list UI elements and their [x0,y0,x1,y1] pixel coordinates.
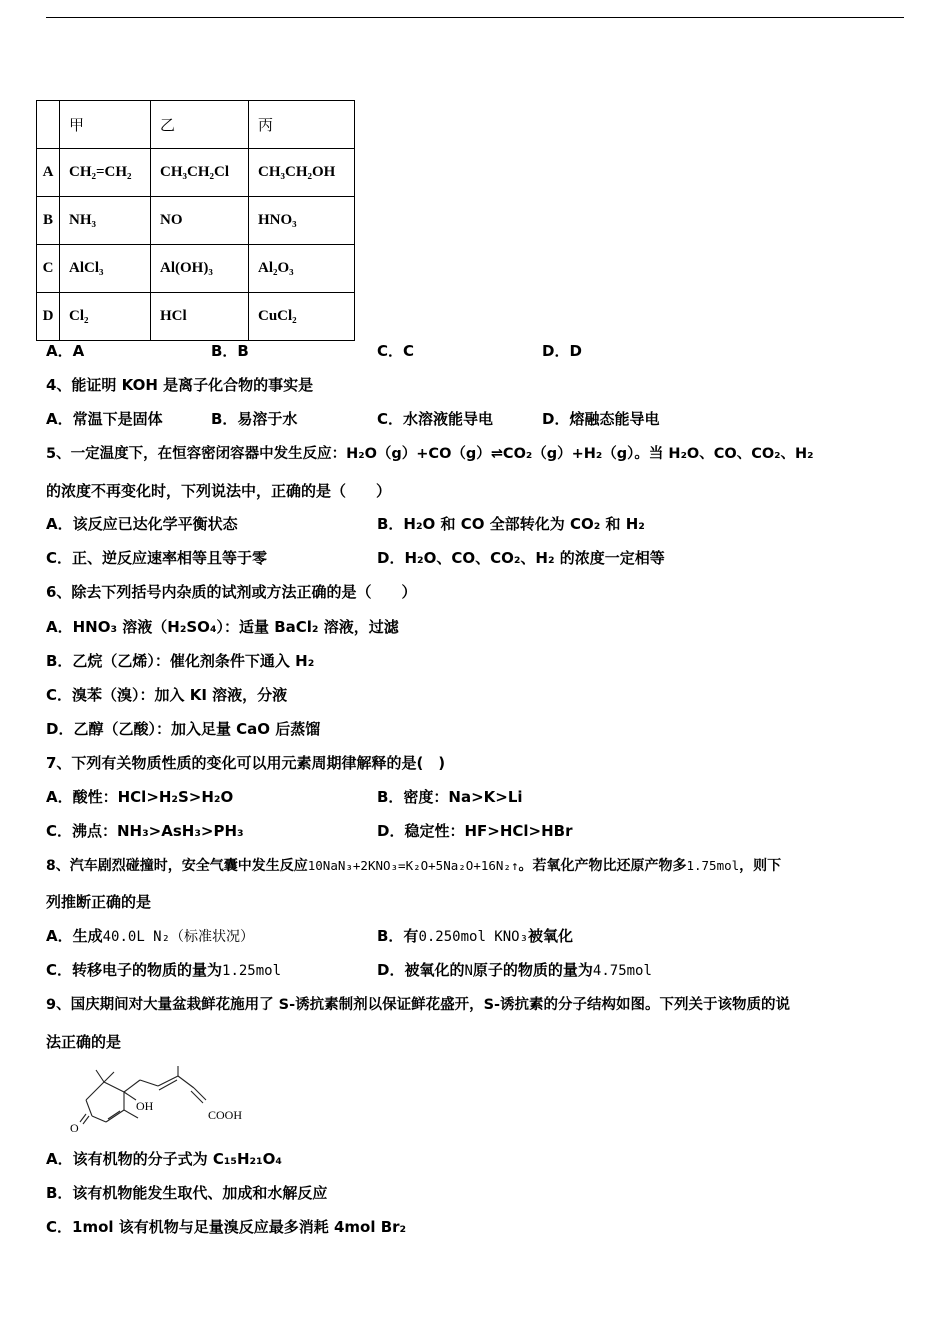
q9-option-a: A．该有机物的分子式为 C₁₅H₂₁O₄ [46,1150,282,1168]
q9-stem-line2: 法正确的是 [46,1033,122,1051]
q8-option-d-text: D．被氧化的 [377,961,465,979]
table-header-cell: 丙 [249,101,355,149]
ketone-oxygen-label: O [70,1121,79,1135]
q8-stem-line2: 列推断正确的是 [46,893,152,911]
q5-option-c: C．正、逆反应速率相等且等于零 [46,549,268,567]
table-row [37,197,355,245]
molecule-structure [66,1064,266,1136]
q6-option-a: A．HNO₃ 溶液（H₂SO₄）：适量 BaCl₂ 溶液，过滤 [46,618,399,636]
table-row [37,293,355,341]
table-cell: CH₃CH₂Cl [151,149,249,197]
q8-option-b-text: B．有 [377,927,419,945]
q8-option-c-value: 1.25mol [222,963,282,979]
q9-option-c: C．1mol 该有机物与足量溴反应最多消耗 4mol Br₂ [46,1218,407,1236]
table-header-cell: 乙 [151,101,249,149]
table-cell: NH₃ [60,197,151,245]
q4-option-c: C．水溶液能导电 [377,410,494,428]
table-cell: Cl₂ [60,293,151,341]
q6-stem: 6、除去下列括号内杂质的试剂或方法正确的是（ ） [46,583,417,601]
q9-stem-line1: 9、国庆期间对大量盆栽鲜花施用了 S-诱抗素制剂以保证鲜花盛开，S-诱抗素的分子结构如图。下列关于该物质的说 [46,997,791,1013]
q7-stem: 7、下列有关物质性质的变化可以用元素周期律解释的是( ) [46,754,446,772]
q8-option-a [46,926,254,947]
table-cell: CH₂=CH₂ [60,149,151,197]
table-header-cell [37,101,60,149]
q8-option-c [46,960,281,981]
q6-option-d: D．乙醇（乙酸）：加入足量 CaO 后蒸馏 [46,720,321,738]
q4-option-b: B．易溶于水 [211,410,298,428]
q8-stem-text-e: ，则下 [739,858,782,874]
row-label: A [37,149,60,197]
table-cell: HCl [151,293,249,341]
q8-option-b-value: 0.250mol KNO₃ [418,929,529,945]
q8-option-d-atom: N [464,963,473,979]
table-row [37,149,355,197]
q8-option-b-tail: 被氧化 [528,927,574,945]
q4-stem: 4、能证明 KOH 是离子化合物的事实是 [46,376,314,394]
q8-stem-text-c: 。若氧化产物比还原产物多 [518,858,687,874]
table-row [37,245,355,293]
row-label: C [37,245,60,293]
q8-option-d-value: 4.75mol [592,963,652,979]
hydroxyl-label: OH [136,1099,154,1113]
q7-option-b: B．密度：Na>K>Li [377,788,523,806]
q3-option-d: D．D [542,342,582,360]
q7-option-c: C．沸点：NH₃>AsH₃>PH₃ [46,822,244,840]
q3-option-c: C．C [377,342,415,360]
row-label: B [37,197,60,245]
header-rule [46,17,904,18]
table-cell: NO [151,197,249,245]
q8-option-a-value: 40.0L N₂（标准状况） [102,929,255,945]
q4-option-d: D．熔融态能导电 [542,410,660,428]
q7-option-d: D．稳定性：HF>HCl>HBr [377,822,573,840]
q8-stem-text-a: 8、汽车剧烈碰撞时，安全气囊中发生反应 [46,858,308,874]
q9-option-b: B．该有机物能发生取代、加成和水解反应 [46,1184,328,1202]
q5-option-a: A．该反应已达化学平衡状态 [46,515,238,533]
q8-option-d-tail: 原子的物质的量为 [472,961,593,979]
q7-option-a: A．酸性：HCl>H₂S>H₂O [46,788,234,806]
table-cell: Al(OH)₃ [151,245,249,293]
carboxyl-label: COOH [208,1108,243,1122]
q8-option-c-text: C．转移电子的物质的量为 [46,961,223,979]
q5-option-b: B．H₂O 和 CO 全部转化为 CO₂ 和 H₂ [377,515,645,533]
table-cell: AlCl₃ [60,245,151,293]
q8-option-d [377,960,652,981]
q6-option-c: C．溴苯（溴）：加入 KI 溶液，分液 [46,686,288,704]
q3-option-b: B．B [211,342,249,360]
q5-stem-line2: 的浓度不再变化时，下列说法中，正确的是（ ） [46,482,392,500]
row-label: D [37,293,60,341]
options-table [36,100,355,341]
q8-amount: 1.75mol [686,858,740,873]
q8-option-a-text: A．生成 [46,927,103,945]
q8-equation: 10NaN₃+2KNO₃=K₂O+5Na₂O+16N₂↑ [307,858,519,873]
table-cell: CH₃CH₂OH [249,149,355,197]
q4-option-a: A．常温下是固体 [46,410,163,428]
q5-option-d: D．H₂O、CO、CO₂、H₂ 的浓度一定相等 [377,549,665,567]
q5-stem-line1: 5、一定温度下，在恒容密闭容器中发生反应：H₂O（g）+CO（g）⇌CO₂（g）+H₂（g）。当 H₂O、CO、CO₂、H₂ [46,446,814,462]
table-cell: Al₂O₃ [249,245,355,293]
q6-option-b: B．乙烷（乙烯）：催化剂条件下通入 H₂ [46,652,315,670]
table-cell: CuCl₂ [249,293,355,341]
table-cell: HNO₃ [249,197,355,245]
q3-option-a: A．A [46,342,85,360]
table-header-row [37,101,355,149]
q8-option-b [377,926,573,947]
table-header-cell: 甲 [60,101,151,149]
q8-stem-line1 [46,856,781,876]
